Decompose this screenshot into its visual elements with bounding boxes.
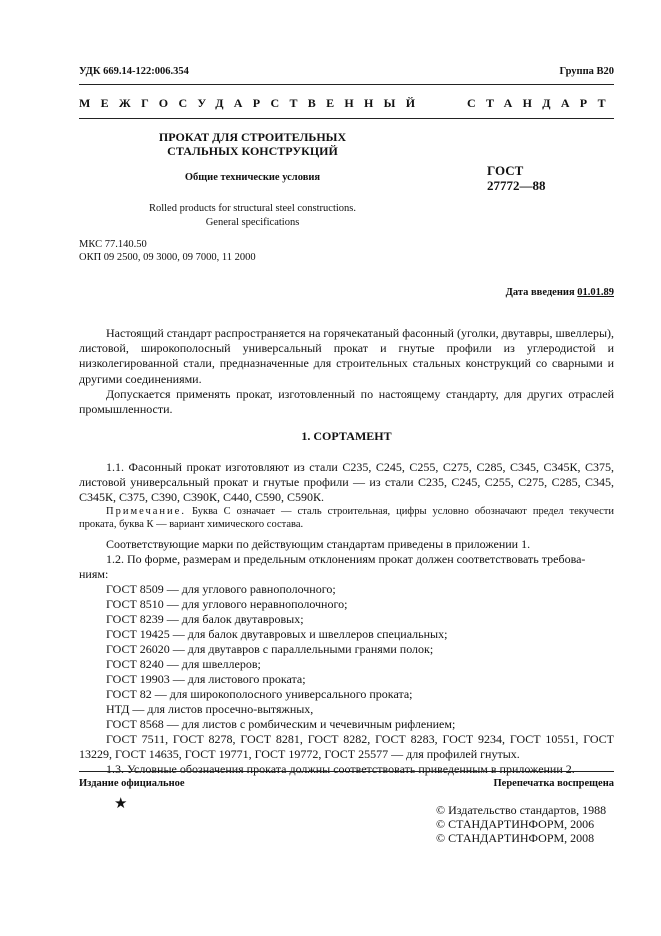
- list-item: ГОСТ 8568 — для листов с ромбическим и чечевичным рифлением;: [106, 717, 456, 731]
- gost-number: 27772—88: [487, 178, 546, 193]
- title-block: [130, 130, 375, 230]
- banner-standard: СТАНДАРТ: [467, 96, 616, 110]
- footer-rule: [79, 771, 614, 772]
- group-code: Группа В20: [559, 66, 614, 77]
- note-text: Буква С означает — сталь строительная, цифры условно обозначают предел текучести проката, буква К — вариант химического состава.: [79, 506, 614, 530]
- list-item: НТД — для листов просечно-вытяжных,: [106, 702, 314, 716]
- title-line-2: СТАЛЬНЫХ КОНСТРУКЦИЙ: [167, 144, 338, 158]
- list-last-item: ГОСТ 7511, ГОСТ 8278, ГОСТ 8281, ГОСТ 8282, ГОСТ 8283, ГОСТ 9234, ГОСТ 10551, ГОСТ 13229, ГОСТ 14635, ГОСТ 19771, ГОСТ 19772, ГОСТ 25577 — для профилей гнутых.: [79, 732, 614, 762]
- classification-codes: [79, 238, 256, 264]
- copyright-line: © Издательство стандартов, 1988: [436, 803, 607, 817]
- header-rule: [79, 84, 614, 85]
- clause-1-3: 1.3. Условные обозначения проката должны соответствовать приведенным в приложении 2.: [106, 762, 575, 777]
- okp-code: ОКП 09 2500, 09 3000, 09 7000, 11 2000: [79, 252, 256, 263]
- list-item: ГОСТ 8510 — для углового неравнополочного;: [106, 597, 348, 611]
- clause-1-2-line-2: ниям:: [79, 567, 109, 582]
- note: [79, 505, 614, 531]
- banner-interstate: МЕЖГОСУДАРСТВЕННЫЙ: [79, 96, 426, 110]
- gost-block: [487, 163, 546, 193]
- correspondence-paragraph: Соответствующие марки по действующим стандартам приведены в приложении 1.: [106, 537, 531, 551]
- english-title-2: General specifications: [205, 217, 300, 228]
- list-item: ГОСТ 19903 — для листового проката;: [106, 672, 306, 686]
- title-line-1: ПРОКАТ ДЛЯ СТРОИТЕЛЬНЫХ: [158, 130, 347, 144]
- intro-date: [506, 287, 614, 298]
- star-icon: ★: [114, 796, 128, 812]
- gost-label: ГОСТ: [487, 163, 524, 178]
- udk-code: УДК 669.14-122:006.354: [79, 66, 189, 77]
- copyright-line: © СТАНДАРТИНФОРМ, 2008: [436, 831, 595, 845]
- copyright-line: © СТАНДАРТИНФОРМ, 2006: [436, 817, 595, 831]
- clause-1-1: [79, 460, 614, 506]
- list-item: ГОСТ 8239 — для балок двутавровых;: [106, 612, 304, 626]
- list-item: ГОСТ 26020 — для двутавров с параллельными гранями полок;: [106, 642, 434, 656]
- intro-section: [79, 326, 614, 417]
- list-item: ГОСТ 8240 — для швеллеров;: [106, 657, 261, 671]
- clause-1-2: [79, 537, 614, 583]
- list-item: ГОСТ 82 — для широкополосного универсального проката;: [106, 687, 413, 701]
- mks-code: МКС 77.140.50: [79, 239, 147, 250]
- standards-list: [106, 582, 455, 732]
- note-label: Примечание.: [106, 506, 186, 517]
- intro-date-label: Дата введения: [505, 287, 575, 298]
- english-title-1: Rolled products for structural steel constructions.: [148, 203, 357, 214]
- intro-paragraph-2: Допускается применять прокат, изготовленный по настоящему стандарту, для других отраслей промышленности.: [79, 386, 614, 417]
- intro-date-value: 01.01.89: [577, 287, 614, 298]
- official-edition: Издание официальное: [79, 778, 185, 789]
- reprint-prohibited: Перепечатка воспрещена: [493, 778, 614, 789]
- subtitle: Общие технические условия: [184, 172, 321, 183]
- clause-1-1-text: 1.1. Фасонный прокат изготовляют из стали С235, С245, С255, С275, С285, С345, С345К, С375, листовой универсальный прокат и гнутые профили — из стали С235, С245, С255, С275, С285, С345, С345К, С375, С390, С390К, С440, С590, С590К.: [79, 460, 614, 505]
- section-heading: 1. СОРТАМЕНТ: [301, 429, 392, 443]
- intro-paragraph-1: Настоящий стандарт распространяется на горячекатаный фасонный (уголки, двутавры, швеллеры), листовой, широкополосный универсальный прокат и гнутые профили из углеродистой и низколегированной стали, предназначенные для строительных стальных конструкций со сварными и другими соединениями.: [79, 326, 615, 386]
- clause-1-2-line-1: 1.2. По форме, размерам и предельным отклонениям прокат должен соответствовать требова-: [106, 552, 586, 567]
- list-item: ГОСТ 19425 — для балок двутавровых и швеллеров специальных;: [106, 627, 448, 641]
- copyright-block: [436, 803, 606, 845]
- banner-rule: [79, 118, 614, 119]
- list-item: ГОСТ 8509 — для углового равнополочного;: [106, 582, 336, 596]
